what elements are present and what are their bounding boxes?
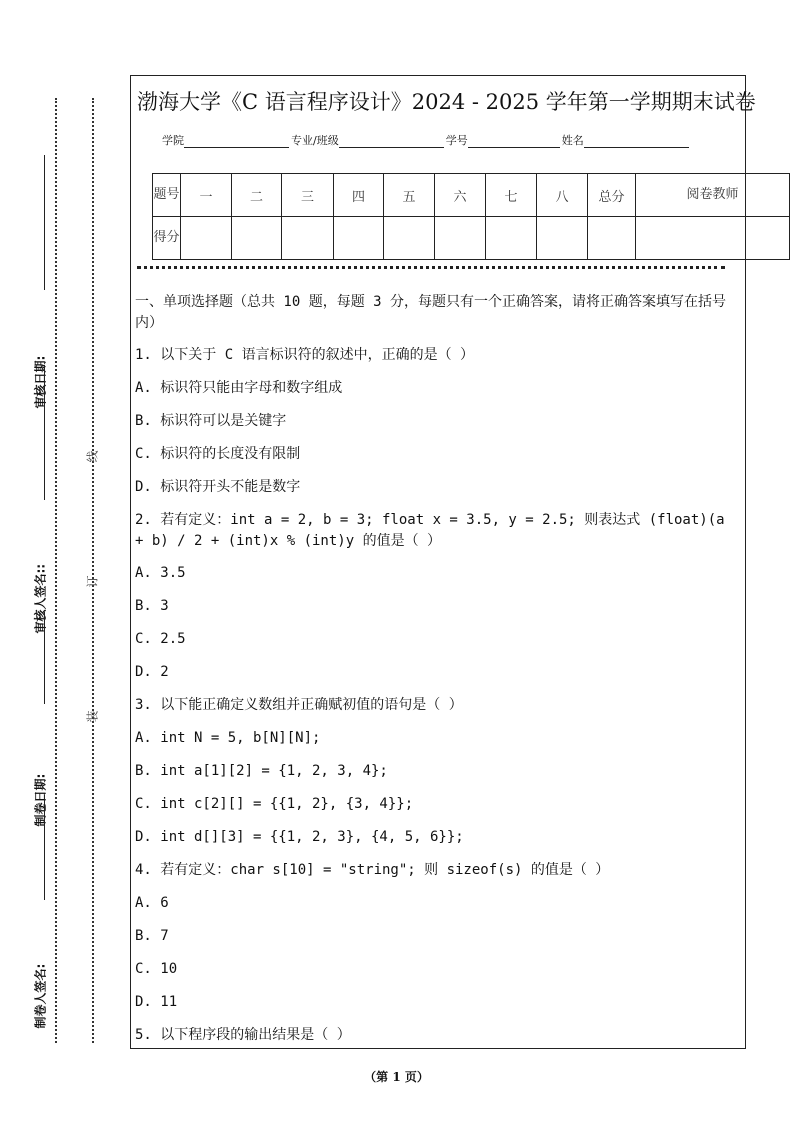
college-blank[interactable]: [184, 135, 289, 148]
col-3: 三: [282, 174, 334, 217]
field-label-name: 姓名: [561, 134, 584, 147]
answer-option: B. int a[1][2] = {1, 2, 3, 4};: [135, 763, 388, 779]
major-class-blank[interactable]: [339, 135, 444, 148]
answer-option: D. 标识符开头不能是数字: [135, 479, 301, 495]
score-cell[interactable]: [636, 217, 790, 260]
name-blank[interactable]: [584, 135, 689, 148]
score-cell[interactable]: [435, 217, 486, 260]
col-4: 四: [334, 174, 384, 217]
student-info-row: [162, 132, 691, 148]
question-stem: 4. 若有定义：char s[10] = "string"; 则 sizeof(s) 的值是（ ）: [135, 862, 610, 878]
answer-option: B. 标识符可以是关键字: [135, 413, 287, 429]
col-2: 二: [232, 174, 282, 217]
answer-option: D. 11: [135, 994, 178, 1010]
binding-mark-zhuang: 装: [85, 710, 100, 723]
question-stem: 3. 以下能正确定义数组并正确赋初值的语句是（ ）: [135, 697, 463, 713]
col-5: 五: [384, 174, 435, 217]
score-cell[interactable]: [282, 217, 334, 260]
answer-option: A. 标识符只能由字母和数字组成: [135, 380, 343, 396]
review-date-label: 审核日期:: [33, 355, 48, 409]
score-cell[interactable]: [334, 217, 384, 260]
question-list: [135, 345, 737, 1058]
field-label-major-class: 专业/班级: [291, 134, 339, 147]
answer-option: A. 3.5: [135, 565, 186, 581]
col-total: 总分: [588, 174, 636, 217]
col-grader: 阅卷教师: [636, 174, 790, 217]
score-cell[interactable]: [588, 217, 636, 260]
answer-option: C. 标识符的长度没有限制: [135, 446, 301, 462]
row-label-question-no: 题号: [153, 174, 181, 217]
answer-option: C. 2.5: [135, 631, 186, 647]
score-cell[interactable]: [537, 217, 588, 260]
binding-mark-ding: 订: [85, 575, 100, 588]
score-cell[interactable]: [384, 217, 435, 260]
question-section: [135, 292, 737, 1058]
reviewer-sign-label: 审核人签名::: [33, 563, 48, 634]
score-table: [152, 173, 790, 260]
outer-cut-line: [55, 98, 57, 1043]
make-date-label: 制卷日期:: [33, 773, 48, 827]
score-cell[interactable]: [232, 217, 282, 260]
field-label-college: 学院: [162, 134, 184, 147]
score-cell[interactable]: [486, 217, 537, 260]
page-number: （第 1 页）: [364, 1070, 429, 1084]
answer-option: D. 2: [135, 664, 169, 680]
binding-mark-xian: 线: [85, 450, 100, 463]
answer-option: B. 7: [135, 928, 169, 944]
row-label-score: 得分: [153, 217, 181, 260]
answer-option: D. int d[][3] = {{1, 2, 3}, {4, 5, 6}};: [135, 829, 464, 845]
col-1: 一: [181, 174, 232, 217]
maker-sign-label: 制卷人签名:: [33, 963, 48, 1029]
binding-line: [92, 98, 94, 1043]
answer-option: C. int c[2][] = {{1, 2}, {3, 4}};: [135, 796, 414, 812]
answer-option: A. int N = 5, b[N][N];: [135, 730, 321, 746]
question-stem: 5. 以下程序段的输出结果是（ ）: [135, 1027, 351, 1043]
section-heading: 一、单项选择题（总共 10 题，每题 3 分，每题只有一个正确答案，请将正确答案填写在括号内）: [135, 294, 726, 331]
answer-option: A. 6: [135, 895, 169, 911]
col-7: 七: [486, 174, 537, 217]
score-cell[interactable]: [181, 217, 232, 260]
answer-option: C. 10: [135, 961, 178, 977]
question-stem: 2. 若有定义：int a = 2, b = 3; float x = 3.5, y = 2.5; 则表达式 (float)(a + b) / 2 + (int)x % (int)y 的值是（ ）: [135, 512, 725, 549]
col-8: 八: [537, 174, 588, 217]
col-6: 六: [435, 174, 486, 217]
question-stem: 1. 以下关于 C 语言标识符的叙述中，正确的是（ ）: [135, 347, 474, 363]
exam-title: 渤海大学《C 语言程序设计》2024 - 2025 学年第一学期期末试卷: [137, 90, 756, 114]
student-id-blank[interactable]: [468, 135, 560, 148]
field-label-student-id: 学号: [445, 134, 468, 147]
dotted-separator: [137, 266, 725, 269]
answer-option: B. 3: [135, 598, 169, 614]
